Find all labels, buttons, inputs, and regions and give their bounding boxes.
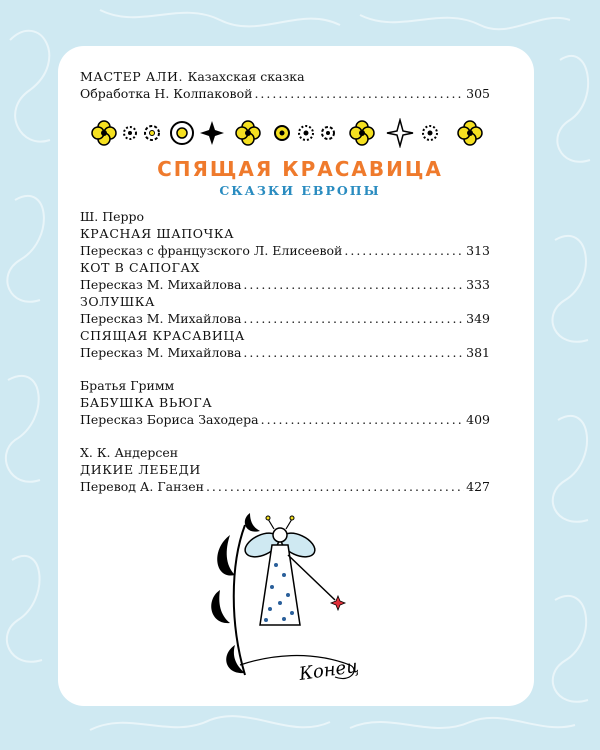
flower-ornament-row [78,118,508,148]
leaf-flower-icon [200,121,224,145]
section-subtitle: СКАЗКИ ЕВРОПЫ [219,183,381,198]
small-flower-icon [423,126,437,140]
toc-group [80,377,490,428]
story-credit-line [80,344,490,361]
page-number: 305 [466,86,490,101]
story-title: ЗОЛУШКА [80,294,156,309]
story-credit: Пересказ Бориса Заходера [80,412,259,427]
story-credit: Пересказ М. Михайлова [80,277,242,292]
page-number: 349 [466,311,490,326]
flower-icon [171,122,193,144]
author-name: Ш. Перро [80,209,145,224]
entry-subtitle: Казахская сказка [187,69,305,84]
toc-group [80,208,490,361]
small-flower-icon [322,127,334,139]
small-flower-icon [299,126,313,140]
signature: Конец [297,655,360,685]
leaf-flower-icon [387,120,413,146]
flower-icon [92,121,116,145]
leaf-swirl-icon [211,513,260,673]
story-credit-line [80,242,490,259]
page-number: 333 [466,277,490,292]
page-number: 427 [466,479,490,494]
story-title: БАБУШКА ВЬЮГА [80,395,213,410]
table-of-contents [80,208,490,495]
small-flower-icon [145,126,159,140]
story-credit: Пересказ с французского Л. Елисеевой [80,243,343,258]
entry-credit-line [80,85,490,102]
story-title: СПЯЩАЯ КРАСАВИЦА [80,328,245,343]
author-name: Братья Гримм [80,378,175,393]
story-credit-line [80,310,490,327]
story-credit-line [80,478,490,495]
page-number: 313 [466,243,490,258]
story-credit-line [80,276,490,293]
flower-icon [350,121,374,145]
small-flower-icon [275,126,289,140]
entry-credit: Обработка Н. Колпаковой [80,86,253,101]
flower-icon [458,121,482,145]
page-number: 381 [466,345,490,360]
author-name: Х. К. Андерсен [80,445,179,460]
story-title: КРАСНАЯ ШАПОЧКА [80,226,235,241]
story-credit-line [80,411,490,428]
top-entry [80,68,490,102]
entry-title: МАСТЕР АЛИ. [80,69,184,84]
story-credit: Пересказ М. Михайлова [80,311,242,326]
page-number: 409 [466,412,490,427]
section-title: СПЯЩАЯ КРАСАВИЦА [157,157,443,181]
story-credit: Перевод А. Ганзен [80,479,204,494]
flower-icon [236,121,260,145]
small-flower-icon [124,127,136,139]
story-credit: Пересказ М. Михайлова [80,345,242,360]
fairy-figure [241,516,345,625]
story-title: КОТ В САПОГАХ [80,260,201,275]
fairy-illustration [200,505,380,695]
toc-group [80,444,490,495]
story-title: ДИКИЕ ЛЕБЕДИ [80,462,201,477]
